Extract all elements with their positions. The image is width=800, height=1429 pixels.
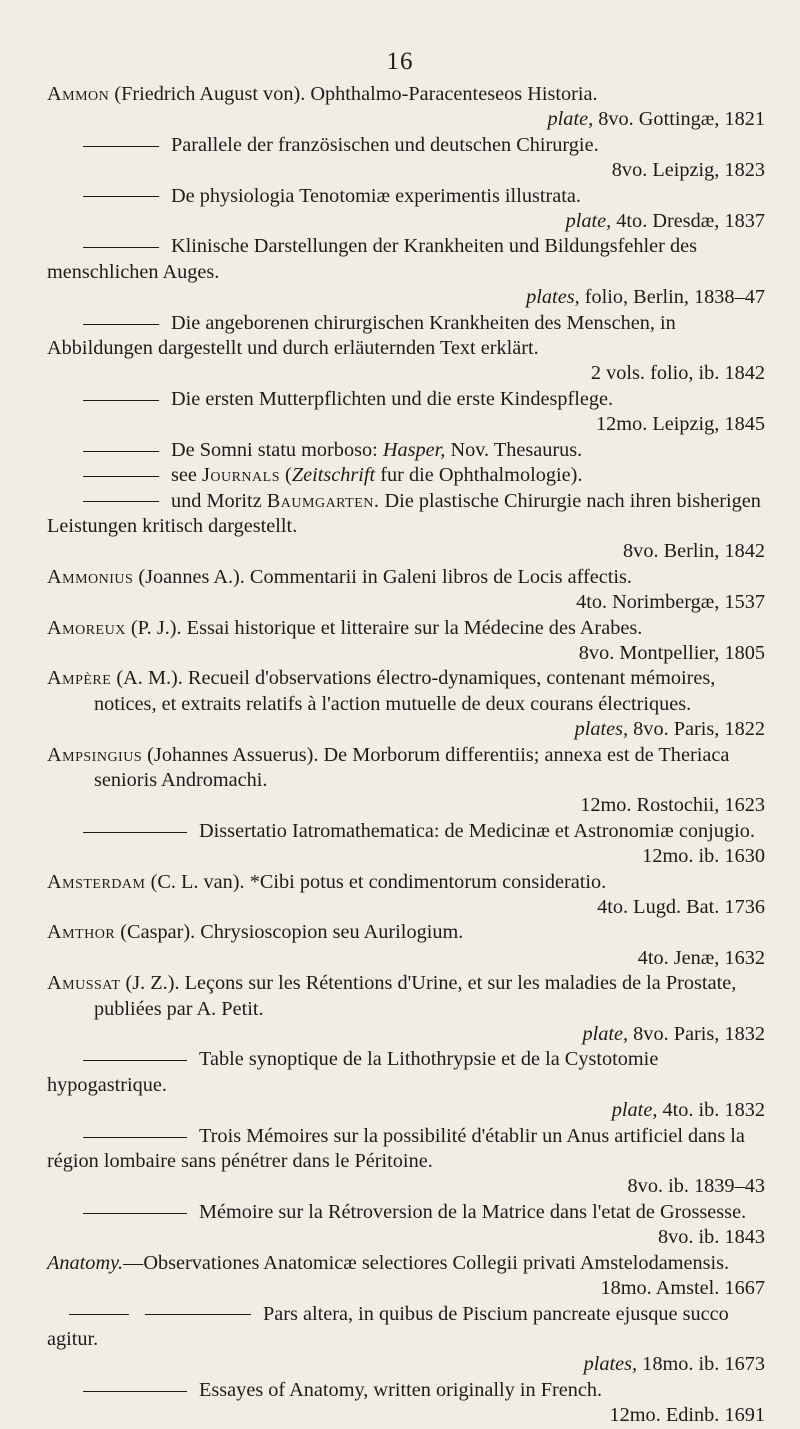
ditto-rule bbox=[145, 1314, 251, 1315]
entry-title: Die angeborenen chirurgischen Krankheiten des Menschen, in Abbildungen dargestellt und durch erläuternden Text erklärt. bbox=[47, 311, 676, 360]
entry-see: see bbox=[171, 464, 202, 487]
entry-title: Pars altera, in quibus de Piscium pancreate ejusque succo agitur. bbox=[47, 1302, 729, 1350]
entry-heading: Anatomy. bbox=[47, 1251, 124, 1274]
entry-imprint-text: 8vo. Gottingæ, 1821 bbox=[593, 108, 765, 131]
ditto-rule bbox=[83, 451, 159, 452]
entry-title: Die ersten Mutterpflichten und die erste Kindespflege. bbox=[171, 387, 614, 410]
entry-format: plate, bbox=[582, 1023, 629, 1046]
entry-title: Klinische Darstellungen der Krankheiten und Bildungsfehler des menschlichen Auges. bbox=[47, 235, 698, 283]
entry-author: Ampère bbox=[47, 667, 112, 690]
entry-title-cont: Nov. Thesaurus. bbox=[445, 438, 583, 461]
entry-title: —Observationes Anatomicæ selectiores Collegii privati Amstelodamensis. bbox=[123, 1251, 730, 1274]
entry-title: (C. L. van). *Cibi potus et condimentorum consideratio. bbox=[145, 870, 607, 893]
entry-journal-rest: fur die Ophthalmologie). bbox=[375, 464, 583, 487]
entry-amsterdam bbox=[47, 870, 765, 921]
entry-amussat-table bbox=[47, 1047, 765, 1123]
ditto-rule bbox=[83, 247, 159, 248]
entry-ammon-angeborenen bbox=[47, 311, 765, 387]
page-number: 16 bbox=[386, 48, 414, 75]
entry-imprint: 12mo. ib. 1630 bbox=[642, 845, 765, 868]
entry-format: plates, bbox=[583, 1353, 638, 1376]
entry-author: Amussat bbox=[47, 972, 121, 995]
entry-imprint-text: 8vo. Paris, 1832 bbox=[628, 1023, 765, 1046]
entry-title: Table synoptique de la Lithothrypsie et de la Cystotomie hypogastrique. bbox=[47, 1048, 659, 1096]
entry-anatomy-essayes bbox=[47, 1378, 765, 1429]
entry-ammon-baumgarten bbox=[47, 489, 765, 565]
entry-author: Amoreux bbox=[47, 616, 126, 639]
entry-title: Trois Mémoires sur la possibilité d'établir un Anus artificiel dans la région lombaire sans pénétrer dans le Péritoine. bbox=[47, 1124, 745, 1173]
entry-imprint: 8vo. ib. 1843 bbox=[657, 1226, 765, 1249]
entry-imprint-text: folio, Berlin, 1838–47 bbox=[579, 286, 765, 309]
entry-imprint: 8vo. ib. 1839–43 bbox=[627, 1175, 765, 1198]
entry-imprint: 8vo. Montpellier, 1805 bbox=[578, 641, 765, 664]
entry-imprint bbox=[47, 209, 765, 234]
entry-title: Dissertatio Iatromathematica: de Medicinæ et Astronomiæ conjugio. bbox=[199, 819, 755, 842]
entry-title: De Somni statu morboso: bbox=[171, 438, 383, 461]
entry-ammon-tenotomiae bbox=[47, 184, 765, 235]
ditto-rule bbox=[83, 1213, 187, 1214]
entry-author: Amsterdam bbox=[47, 870, 146, 893]
ditto-rule bbox=[83, 1060, 187, 1061]
entry-coauthor: Baumgarten. bbox=[266, 489, 380, 512]
ditto-rule bbox=[83, 146, 159, 147]
entry-imprint: 4to. Lugd. Bat. 1736 bbox=[597, 896, 765, 918]
entry-imprint bbox=[47, 1352, 765, 1377]
entry-amussat bbox=[47, 971, 765, 1047]
entry-imprint: 4to. Jenæ, 1632 bbox=[637, 946, 765, 969]
entry-anatomy bbox=[47, 1251, 765, 1302]
entry-title: (A. M.). Recueil d'observations électro-dynamiques, contenant mémoires, notices, et extraits relatifs à l'action mutuelle de deux courans électriques. bbox=[94, 667, 716, 715]
entry-title: (Johannes Assuerus). De Morborum differentiis; annexa est de Theriaca senioris Andromachi. bbox=[94, 743, 730, 791]
entry-imprint bbox=[47, 285, 765, 310]
entry-imprint: 4to. Norimbergæ, 1537 bbox=[576, 591, 765, 614]
entry-amthor bbox=[47, 920, 765, 971]
entry-imprint bbox=[47, 1098, 765, 1123]
entry-format: plate, bbox=[611, 1099, 658, 1122]
entry-anatomy-pars-altera bbox=[47, 1302, 765, 1378]
entry-format: plates, bbox=[574, 718, 629, 741]
bibliography-list bbox=[47, 82, 765, 1429]
entry-title: Essayes of Anatomy, written originally in French. bbox=[199, 1378, 603, 1401]
ditto-rule bbox=[83, 832, 187, 833]
entry-title: (Caspar). Chrysioscopion seu Aurilogium. bbox=[115, 921, 464, 944]
entry-imprint-text: 8vo. Paris, 1822 bbox=[628, 718, 765, 741]
entry-ammon-journals bbox=[47, 463, 765, 488]
entry-title: De physiologia Tenotomiæ experimentis illustrata. bbox=[171, 184, 581, 207]
entry-imprint-text: 4to. Dresdæ, 1837 bbox=[611, 210, 765, 233]
entry-ampsingius bbox=[47, 743, 765, 819]
entry-journal: Zeitschrift bbox=[291, 464, 376, 487]
entry-ammon-klinische bbox=[47, 234, 765, 310]
ditto-rule bbox=[83, 501, 159, 502]
entry-ampsingius-dissertatio bbox=[47, 819, 765, 870]
entry-amussat-memoire bbox=[47, 1200, 765, 1251]
ditto-rule bbox=[69, 1314, 129, 1315]
entry-title: (P. J.). Essai historique et litteraire sur la Médecine des Arabes. bbox=[125, 616, 643, 639]
entry-title: Parallele der französischen und deutschen Chirurgie. bbox=[171, 133, 599, 156]
entry-imprint-text: 18mo. ib. 1673 bbox=[637, 1353, 765, 1376]
entry-ammonius bbox=[47, 565, 765, 616]
entry-imprint: 12mo. Rostochii, 1623 bbox=[580, 794, 765, 817]
entry-title: Mémoire sur la Rétroversion de la Matrice dans l'etat de Grossesse. bbox=[199, 1200, 747, 1223]
entry-amussat-trois bbox=[47, 1124, 765, 1200]
entry-format: plates, bbox=[526, 286, 580, 309]
entry-amoreux bbox=[47, 616, 765, 667]
entry-author: Amthor bbox=[47, 921, 116, 944]
ditto-rule bbox=[83, 400, 159, 401]
entry-title: Die plastische Chirurgie nach ihren bisherigen Leistungen kritisch dargestellt. bbox=[47, 489, 761, 537]
entry-imprint: 12mo. Edinb. 1691 bbox=[609, 1404, 765, 1427]
entry-paren: ( bbox=[279, 464, 292, 487]
entry-ampere bbox=[47, 666, 765, 742]
entry-coauthor-prefix: und Moritz bbox=[171, 489, 267, 512]
ditto-rule bbox=[83, 196, 159, 197]
entry-title: (Friedrich August von). Ophthalmo-Paracenteseos Historia. bbox=[109, 83, 598, 105]
ditto-rule bbox=[83, 1137, 187, 1138]
entry-imprint: 2 vols. folio, ib. 1842 bbox=[590, 362, 765, 385]
entry-format: plate, bbox=[565, 210, 612, 233]
entry-imprint: 8vo. Berlin, 1842 bbox=[623, 540, 765, 563]
ditto-rule bbox=[83, 324, 159, 325]
entry-imprint bbox=[94, 107, 765, 132]
entry-ammon-parallele bbox=[47, 133, 765, 184]
entry-ammon-mutterpflichten bbox=[47, 387, 765, 438]
entry-source: Hasper, bbox=[382, 438, 446, 461]
ditto-rule bbox=[83, 1391, 187, 1392]
entry-imprint: 12mo. Leipzig, 1845 bbox=[596, 413, 765, 436]
entry-author: Ammon bbox=[47, 83, 110, 105]
entry-crossref: Journals bbox=[201, 464, 280, 487]
entry-title: (J. Z.). Leçons sur les Rétentions d'Urine, et sur les maladies de la Prostate, publiées par A. Petit. bbox=[94, 972, 737, 1020]
entry-author: Ampsingius bbox=[47, 743, 143, 766]
entry-imprint bbox=[94, 1022, 765, 1047]
entry-imprint-text: 4to. ib. 1832 bbox=[657, 1099, 765, 1122]
entry-format: plate, bbox=[547, 108, 594, 131]
entry-imprint: 8vo. Leipzig, 1823 bbox=[611, 159, 765, 182]
ditto-rule bbox=[83, 476, 159, 477]
entry-author: Ammonius bbox=[47, 565, 134, 588]
entry-imprint: 18mo. Amstel. 1667 bbox=[600, 1277, 765, 1300]
entry-title: (Joannes A.). Commentarii in Galeni libros de Locis affectis. bbox=[133, 565, 632, 588]
entry-imprint bbox=[94, 717, 765, 742]
entry-ammon-somni bbox=[47, 438, 765, 463]
entry-ammon bbox=[47, 82, 765, 133]
